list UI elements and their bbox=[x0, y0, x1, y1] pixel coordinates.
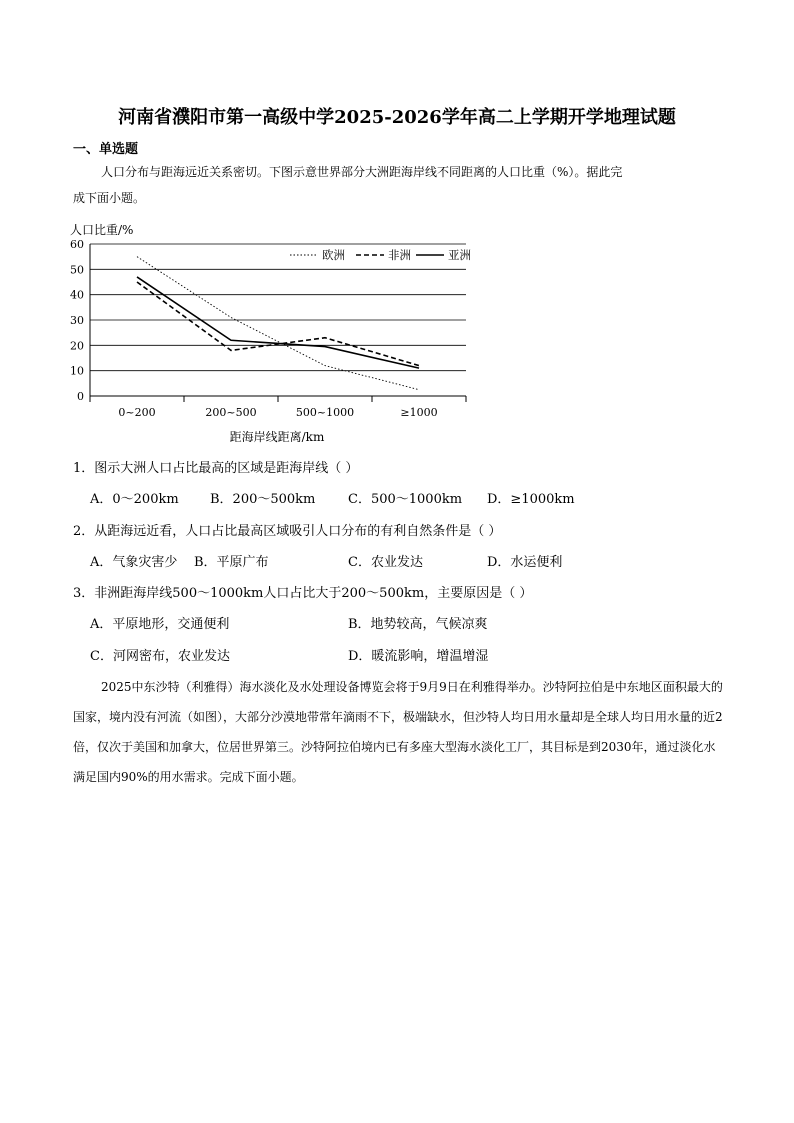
series-line-0 bbox=[137, 257, 419, 390]
intro-line-2: 成下面小题。 bbox=[73, 191, 146, 205]
q1-option-a[interactable]: A．0～200km bbox=[90, 492, 179, 507]
x-tick-3: ≥1000 bbox=[400, 406, 438, 419]
q3-option-b[interactable]: B．地势较高，气候凉爽 bbox=[348, 617, 488, 632]
legend-label-2: 亚洲 bbox=[448, 248, 471, 262]
q2-option-c[interactable]: C．农业发达 bbox=[348, 555, 423, 570]
page-title: 河南省濮阳市第一高级中学2025-2026学年高二上学期开学地理试题 bbox=[118, 107, 676, 128]
reading-passage bbox=[73, 672, 723, 792]
q3-option-c[interactable]: C．河网密布，农业发达 bbox=[90, 649, 230, 664]
intro-paragraph bbox=[73, 159, 723, 211]
x-axis bbox=[90, 244, 466, 402]
y-tick-10: 10 bbox=[70, 364, 84, 378]
q2-option-b[interactable]: B．平原广布 bbox=[194, 555, 269, 570]
y-tick-60: 60 bbox=[70, 238, 84, 251]
y-tick-50: 50 bbox=[70, 263, 84, 277]
x-tick-2: 500~1000 bbox=[295, 406, 355, 419]
question-1: 1．图示大洲人口占比最高的区域是距海岸线（ ） bbox=[73, 461, 359, 476]
y-tick-30: 30 bbox=[70, 314, 84, 327]
y-axis-label: 人口比重/% bbox=[70, 223, 134, 237]
x-axis-label: 距海岸线距离/km bbox=[229, 430, 325, 444]
legend-label-1: 非洲 bbox=[388, 248, 411, 262]
q3-option-d[interactable]: D．暖流影响，增温增湿 bbox=[348, 649, 489, 664]
y-tick-20: 20 bbox=[70, 339, 84, 353]
q2-option-d[interactable]: D．水运便利 bbox=[487, 555, 563, 570]
y-tick-labels bbox=[70, 238, 84, 403]
x-tick-1: 200~500 bbox=[205, 406, 257, 419]
intro-line-1: 人口分布与距海远近关系密切。下图示意世界部分大洲距海岸线不同距离的人口比重（%）。据此完 bbox=[101, 165, 623, 179]
x-tick-0: 0~200 bbox=[118, 406, 156, 419]
x-tick-labels bbox=[118, 406, 437, 419]
q2-option-a[interactable]: A．气象灾害少 bbox=[90, 555, 178, 570]
question-2: 2．从距海远近看，人口占比最高区域吸引人口分布的有利自然条件是（ ） bbox=[73, 524, 502, 539]
q1-option-d[interactable]: D．≥1000km bbox=[487, 492, 575, 507]
y-tick-40: 40 bbox=[70, 288, 84, 302]
chart-series bbox=[137, 257, 419, 390]
y-tick-0: 0 bbox=[77, 390, 84, 403]
series-line-2 bbox=[137, 277, 419, 368]
q3-option-a[interactable]: A．平原地形，交通便利 bbox=[90, 617, 230, 632]
section-heading: 一、单选题 bbox=[73, 142, 139, 157]
chart-legend bbox=[290, 248, 471, 262]
passage-text: 2025中东沙特（利雅得）海水淡化及水处理设备博览会将于9月9日在利雅得举办。沙特阿拉伯是中东地区面积最大的国家，境内没有河流（如图），大部分沙漠地带常年滴雨不下，极端缺水，但沙特人均日用水量却是全球人均日用水量的近2倍，仅次于美国和加拿大，位居世界第三。沙特阿拉伯境内已有多座大型海水淡化工厂，其目标是到2030年，通过淡化水满足国内90%的用水需求。完成下面小题。 bbox=[73, 680, 723, 784]
q1-option-c[interactable]: C．500～1000km bbox=[348, 492, 463, 507]
q1-option-b[interactable]: B．200～500km bbox=[210, 492, 316, 507]
population-chart bbox=[0, 218, 794, 678]
legend-label-0: 欧洲 bbox=[322, 248, 345, 262]
question-3: 3．非洲距海岸线500～1000km人口占比大于200～500km，主要原因是（ ） bbox=[73, 586, 533, 601]
